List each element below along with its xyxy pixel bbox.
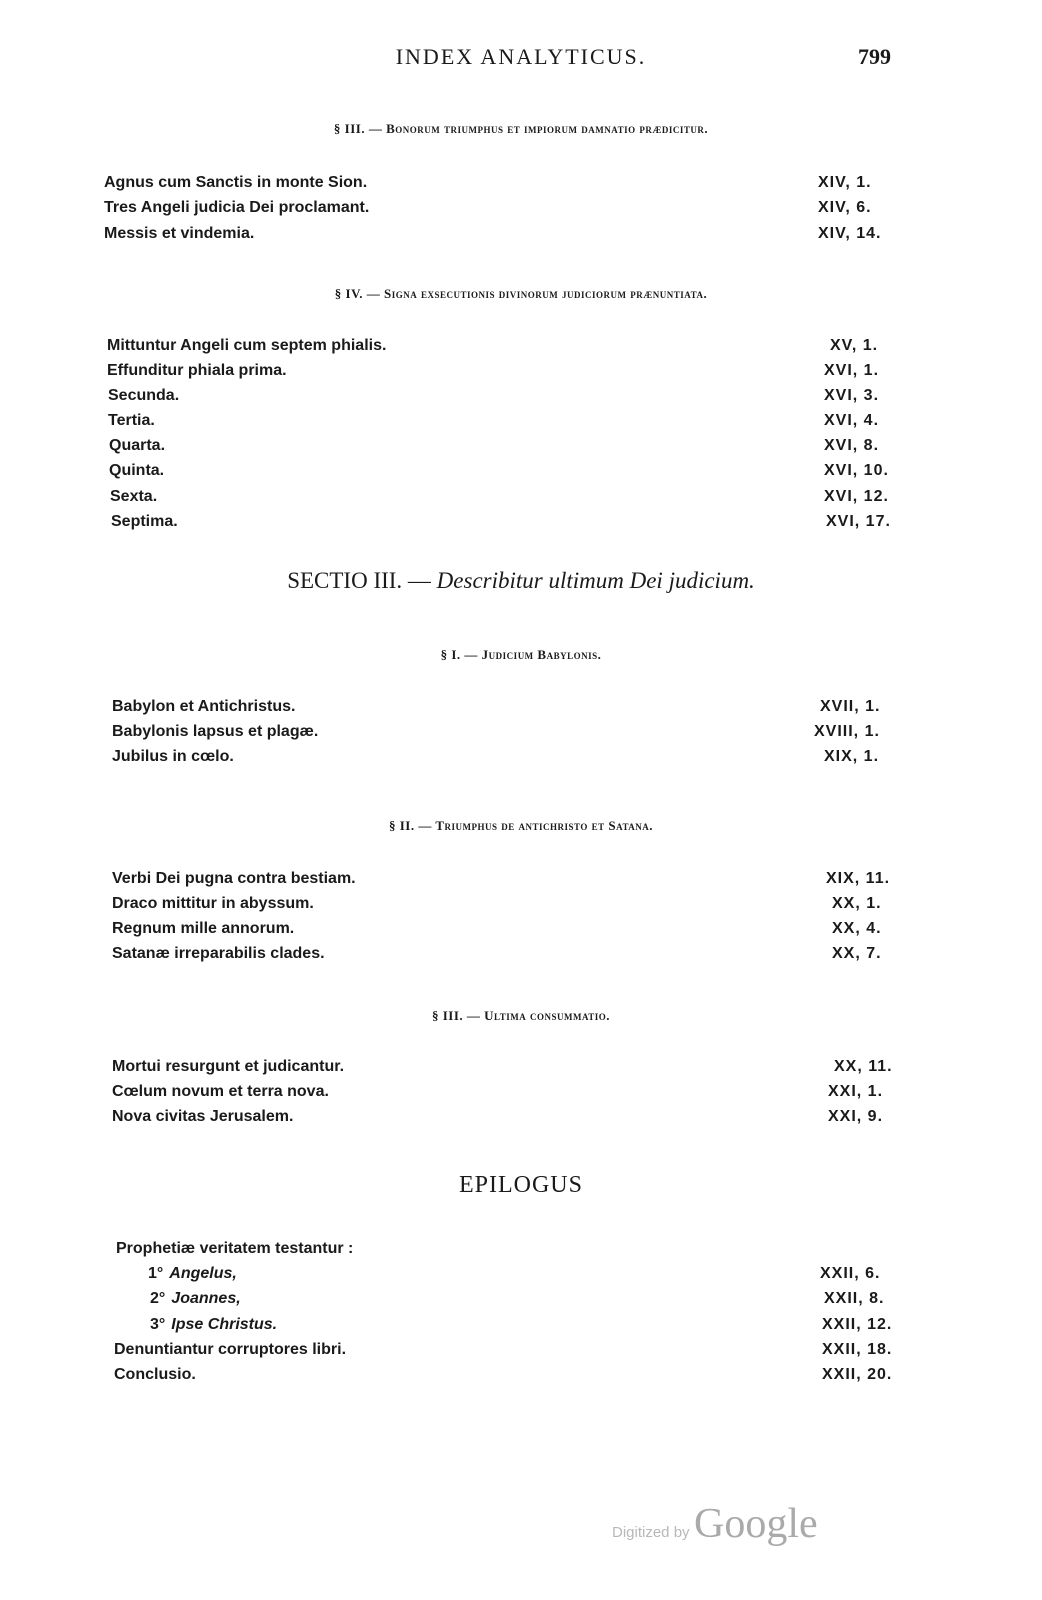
- entry-text: [150, 1290, 241, 1308]
- entry-text: Tertia.: [108, 412, 155, 429]
- entry-text: Nova civitas Jerusalem.: [112, 1108, 294, 1125]
- entry-text: Conclusio.: [114, 1366, 196, 1383]
- entry-ref: XXII, 8.: [824, 1290, 885, 1307]
- entry-text: Secunda.: [108, 387, 180, 404]
- entry-text: Effunditur phiala prima.: [107, 362, 287, 379]
- entry-ref: XX, 7.: [832, 945, 882, 962]
- index-entry: [0, 174, 1042, 200]
- epilogus-heading: EPILOGUS: [458, 1172, 583, 1198]
- entry-ref: XVIII, 1.: [814, 723, 880, 740]
- epilogus-intro: Prophetiæ veritatem testantur :: [116, 1240, 354, 1257]
- index-entry: [0, 412, 1042, 438]
- entry-ref: XIV, 6.: [818, 199, 872, 216]
- entry-ref: XIX, 1.: [824, 748, 880, 765]
- entry-ref: XXII, 6.: [820, 1265, 881, 1282]
- entry-text: Septima.: [111, 513, 178, 530]
- entry-ref: XX, 11.: [834, 1058, 893, 1075]
- entry-text: Sexta.: [110, 488, 158, 505]
- digitized-watermark: [612, 1500, 818, 1548]
- entry-text: Mittuntur Angeli cum septem phialis.: [107, 337, 387, 354]
- index-entry: [0, 1108, 1042, 1134]
- entry-ref: XVI, 17.: [826, 513, 891, 530]
- index-entry: [0, 387, 1042, 413]
- witness-name: Ipse Christus.: [171, 1316, 278, 1333]
- entry-ref: XXI, 9.: [828, 1108, 884, 1125]
- entry-ref: XXII, 18.: [822, 1341, 893, 1358]
- entry-ref: XVI, 8.: [824, 437, 880, 454]
- witness-name: Angelus,: [169, 1265, 237, 1282]
- entry-text: Tres Angeli judicia Dei proclamant.: [104, 199, 370, 216]
- index-entry: [0, 870, 1042, 896]
- index-entry: [0, 488, 1042, 514]
- entry-text: Quarta.: [109, 437, 166, 454]
- entry-ref: XVI, 12.: [824, 488, 889, 505]
- entry-text: Draco mittitur in abyssum.: [112, 895, 314, 912]
- witness-name: Joannes,: [171, 1290, 241, 1307]
- entry-text: Mortui resurgunt et judicantur.: [112, 1058, 345, 1075]
- index-entry: [0, 462, 1042, 488]
- witness-entry: [0, 1316, 1042, 1342]
- witness-entry: [0, 1265, 1042, 1291]
- entry-text: Cœlum novum et terra nova.: [112, 1083, 329, 1100]
- witness-number: 2°: [150, 1290, 166, 1307]
- witness-number: 1°: [148, 1265, 164, 1282]
- section-heading-p2: § II. — Triumphus de antichristo et Satana.: [388, 818, 654, 833]
- index-entry: [0, 337, 1042, 363]
- index-entry: [0, 513, 1042, 539]
- entry-ref: XXII, 20.: [822, 1366, 893, 1383]
- entry-ref: XIX, 11.: [826, 870, 891, 887]
- sectio-title: Describitur ultimum Dei judicium.: [436, 568, 755, 593]
- entry-text: Jubilus in cœlo.: [112, 748, 234, 765]
- index-entry: [0, 225, 1042, 251]
- entry-ref: XX, 1.: [832, 895, 882, 912]
- sectio-label: SECTIO III. —: [287, 568, 431, 593]
- index-entry: [0, 1366, 1042, 1392]
- section-heading-p1: § I. — Judicium Babylonis.: [440, 647, 602, 662]
- index-entry: [0, 920, 1042, 946]
- running-header-title: INDEX ANALYTICUS.: [395, 44, 647, 69]
- entry-text: Regnum mille annorum.: [112, 920, 295, 937]
- index-entry: [0, 945, 1042, 971]
- witness-entry: [0, 1290, 1042, 1316]
- entry-ref: XVI, 10.: [824, 462, 889, 479]
- index-entry: [0, 698, 1042, 724]
- entry-ref: XVI, 1.: [824, 362, 880, 379]
- index-entry: [0, 362, 1042, 388]
- sectio-heading: [0, 568, 1042, 594]
- epilogus-intro-row: [0, 1240, 1042, 1266]
- entry-ref: XX, 4.: [832, 920, 882, 937]
- entry-text: Messis et vindemia.: [104, 225, 255, 242]
- index-entry: [0, 437, 1042, 463]
- index-entry: [0, 1058, 1042, 1084]
- index-entry: [0, 748, 1042, 774]
- index-entry: [0, 199, 1042, 225]
- page-number: 799: [858, 44, 891, 69]
- index-entry: [0, 895, 1042, 921]
- entry-text: Babylon et Antichristus.: [112, 698, 296, 715]
- entry-ref: XVI, 4.: [824, 412, 880, 429]
- entry-text: Agnus cum Sanctis in monte Sion.: [104, 174, 368, 191]
- entry-text: Verbi Dei pugna contra bestiam.: [112, 870, 356, 887]
- entry-text: Quinta.: [109, 462, 165, 479]
- google-logo: Google: [694, 1501, 818, 1547]
- digitized-by-text: Digitized by: [612, 1524, 690, 1541]
- entry-text: Denuntiantur corruptores libri.: [114, 1341, 347, 1358]
- section-heading-s3: § III. — Bonorum triumphus et impiorum damnatio prædicitur.: [333, 121, 709, 136]
- entry-ref: XIV, 14.: [818, 225, 882, 242]
- entry-ref: XVII, 1.: [820, 698, 881, 715]
- index-entry: [0, 723, 1042, 749]
- witness-number: 3°: [150, 1316, 166, 1333]
- entry-text: [150, 1316, 277, 1334]
- entry-ref: XVI, 3.: [824, 387, 880, 404]
- entry-ref: XXI, 1.: [828, 1083, 884, 1100]
- index-entry: [0, 1083, 1042, 1109]
- section-heading-p3: § III. — Ultima consummatio.: [431, 1008, 611, 1023]
- entry-text: Babylonis lapsus et plagæ.: [112, 723, 319, 740]
- section-heading-s4: § IV. — Signa exsecutionis divinorum judiciorum prænuntiata.: [334, 286, 708, 301]
- index-entry: [0, 1341, 1042, 1367]
- entry-ref: XV, 1.: [830, 337, 879, 354]
- entry-ref: XIV, 1.: [818, 174, 872, 191]
- entry-text: [148, 1265, 237, 1283]
- entry-text: Satanæ irreparabilis clades.: [112, 945, 325, 962]
- entry-ref: XXII, 12.: [822, 1316, 893, 1333]
